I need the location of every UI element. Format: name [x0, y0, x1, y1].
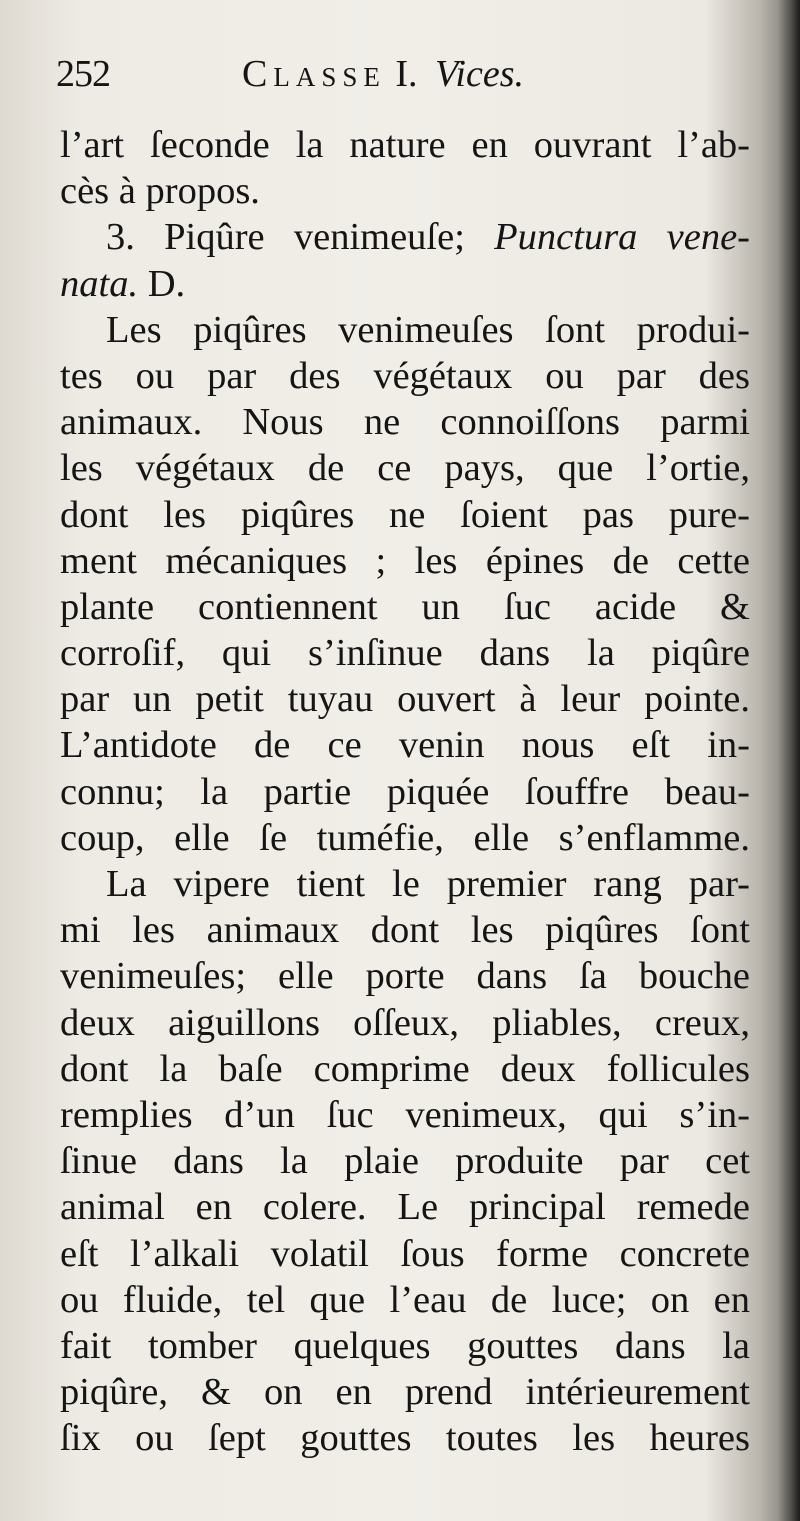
text-line: piqûre, & on en prend intérieurement: [60, 1371, 750, 1414]
text-line: ſinue dans la plaie produite par cet: [60, 1140, 750, 1183]
text-line: connu; la partie piquée ſouffre beau-: [60, 770, 750, 813]
text-line: fait tomber quelques gouttes dans la: [60, 1324, 750, 1367]
section-title: Vices.: [435, 53, 525, 95]
class-label: Classe: [242, 53, 386, 95]
latin-name: Punctura vene-: [494, 216, 750, 259]
page-gutter-shadow: [778, 0, 800, 1521]
text-line: animaux. Nous ne connoiſſons parmi: [60, 401, 750, 444]
species-number-name: 3. Piqûre venimeuſe;: [106, 216, 495, 259]
text-line: cès à propos.: [60, 170, 260, 213]
text-line: ment mécaniques ; les épines de cette: [60, 539, 750, 582]
text-line: par un petit tuyau ouvert à leur pointe.: [60, 678, 750, 721]
running-header: [56, 48, 616, 108]
text-line: Les piqûres venimeuſes ſont produi-: [106, 308, 750, 351]
text-line: [60, 261, 750, 307]
page-number: 252: [56, 53, 110, 95]
text-line: corroſif, qui s’inſinue dans la piqûre: [60, 632, 750, 675]
text-line: La vipere tient le premier rang par-: [106, 863, 750, 905]
text-line: mi les animaux dont les piqûres ſont: [60, 909, 750, 952]
latin-name: nata.: [60, 262, 139, 305]
text-line: ou fluide, tel que l’eau de luce; on en: [60, 1278, 750, 1321]
text-line: l’art ſeconde la nature en ouvrant l’ab-: [60, 124, 750, 166]
text-line: venimeuſes; elle porte dans ſa bouche: [60, 955, 750, 998]
text-line: [60, 214, 750, 260]
text-line: ſix ou ſept gouttes toutes les heures: [60, 1417, 750, 1460]
text-line: L’antidote de ce venin nous eſt in-: [60, 724, 750, 767]
text-line: tes ou par des végétaux ou par des: [60, 354, 750, 397]
running-title: [242, 52, 524, 96]
text-line: remplies d’un ſuc venimeux, qui s’in-: [60, 1093, 750, 1136]
body-text: [60, 122, 750, 1461]
text-line: les végétaux de ce pays, que l’ortie,: [60, 447, 750, 490]
text-line: dont les piqûres ne ſoient pas pure-: [60, 493, 750, 536]
text-line: plante contiennent un ſuc acide &: [60, 585, 750, 628]
text-line: eſt l’alkali volatil ſous forme concrete: [60, 1232, 750, 1275]
text-line: deux aiguillons oſſeux, pliables, creux,: [60, 1001, 750, 1044]
species-marker: D.: [138, 262, 186, 305]
text-line: animal en colere. Le principal remede: [60, 1186, 750, 1229]
class-numeral: I.: [395, 53, 418, 95]
text-line: coup, elle ſe tuméfie, elle s’enflamme.: [60, 816, 750, 859]
text-line: dont la baſe comprime deux follicules: [60, 1047, 750, 1090]
